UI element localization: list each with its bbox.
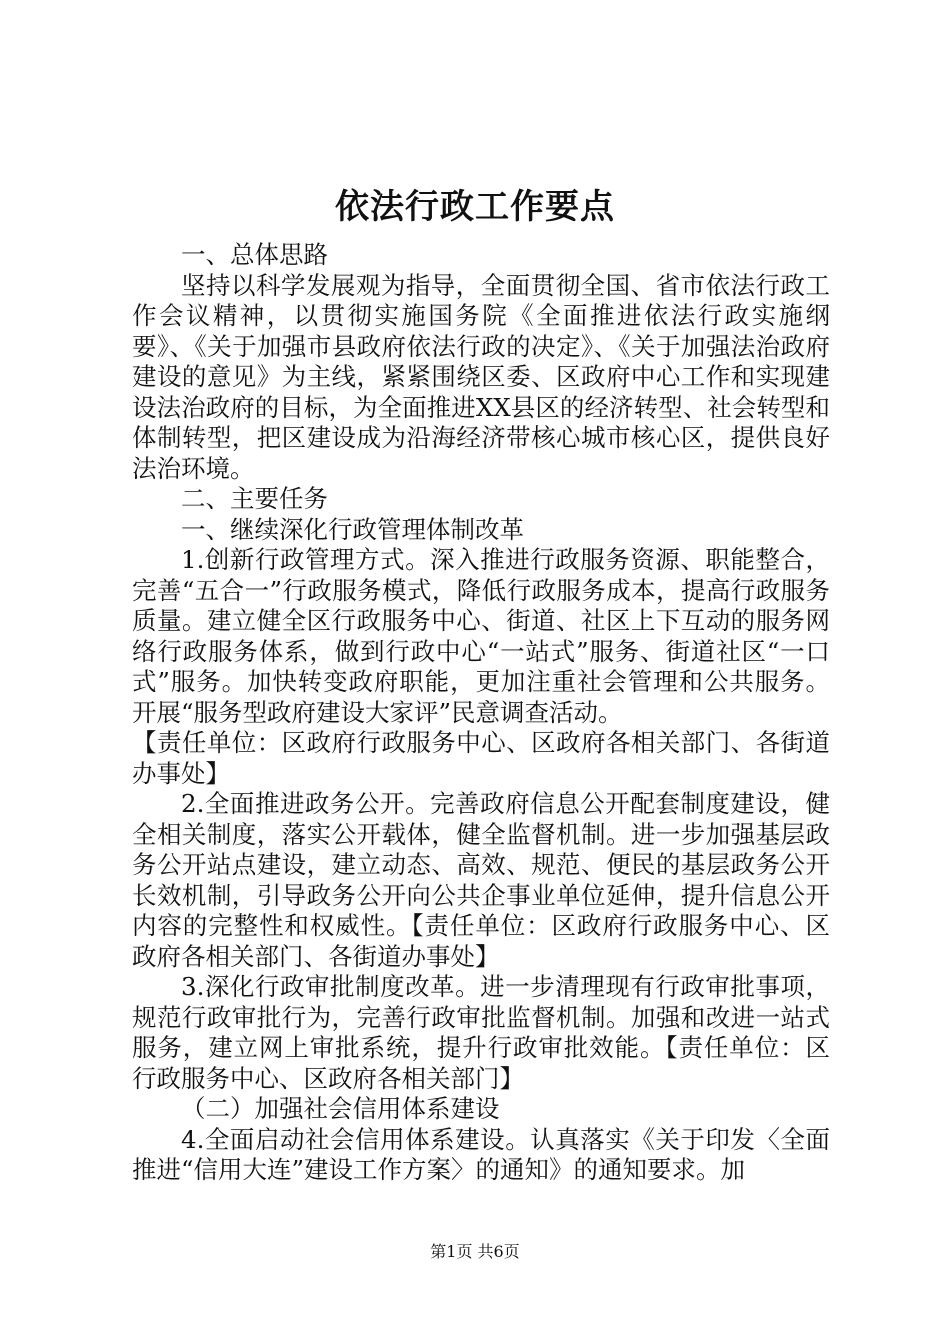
paragraph-general-approach: 坚持以科学发展观为指导，全面贯彻全国、省市依法行政工作会议精神，以贯彻实施国务院《全面推进依法行政实施纲要》、《关于加强市县政府依法行政的决定》、《关于加强法治政府建设的意见》为主线，紧紧围绕区委、区政府中心工作和实现建设法治政府的目标，为全面推进XX县区的经济转型、社会转型和体制转型，把区建设成为沿海经济带核心城市核心区，提供良好法治环境。 xyxy=(132,270,830,483)
document-body xyxy=(132,240,830,1186)
paragraph-item-4: 4.全面启动社会信用体系建设。认真落实《关于印发〈全面推进“信用大连”建设工作方案〉的通知》的通知要求。加 xyxy=(132,1124,830,1184)
document-title: 依法行政工作要点 xyxy=(335,187,615,227)
paragraph-item-2: 2.全面推进政务公开。完善政府信息公开配套制度建设，健全相关制度，落实公开载体，健全监督机制。进一步加强基层政务公开站点建设，建立动态、高效、规范、便民的基层政务公开长效机制，引导政务公开向公共企事业单位延伸，提升信息公开内容的完整性和权威性。【责任单位：区政府行政服务中心、区政府各相关部门、各街道办事处】 xyxy=(132,789,830,971)
page-footer: 第1页 共6页 xyxy=(430,1242,520,1261)
section-heading-general-approach: 一、总体思路 xyxy=(181,240,328,269)
paragraph-item-3: 3.深化行政审批制度改革。进一步清理现有行政审批事项，规范行政审批行为，完善行政审批监督机制。加强和改进一站式服务，建立网上审批系统，提升行政审批效能。【责任单位：区行政服务中心、区政府各相关部门】 xyxy=(132,972,830,1093)
subsection-heading-credit-system: （二）加强社会信用体系建设 xyxy=(181,1094,500,1123)
paragraph-item-1: 1.创新行政管理方式。深入推进行政服务资源、职能整合，完善“五合一”行政服务模式，降低行政服务成本，提高行政服务质量。建立健全区行政服务中心、街道、社区上下互动的服务网络行政服务体系，做到行政中心“一站式”服务、街道社区“一口式”服务。加快转变政府职能，更加注重社会管理和公共服务。开展“服务型政府建设大家评”民意调查活动。 xyxy=(132,545,830,727)
section-heading-main-tasks: 二、主要任务 xyxy=(181,484,328,513)
subsection-heading-admin-reform: 一、继续深化行政管理体制改革 xyxy=(181,514,524,544)
paragraph-item-1-responsibility: 【责任单位：区政府行政服务中心、区政府各相关部门、各街道办事处】 xyxy=(132,728,830,788)
